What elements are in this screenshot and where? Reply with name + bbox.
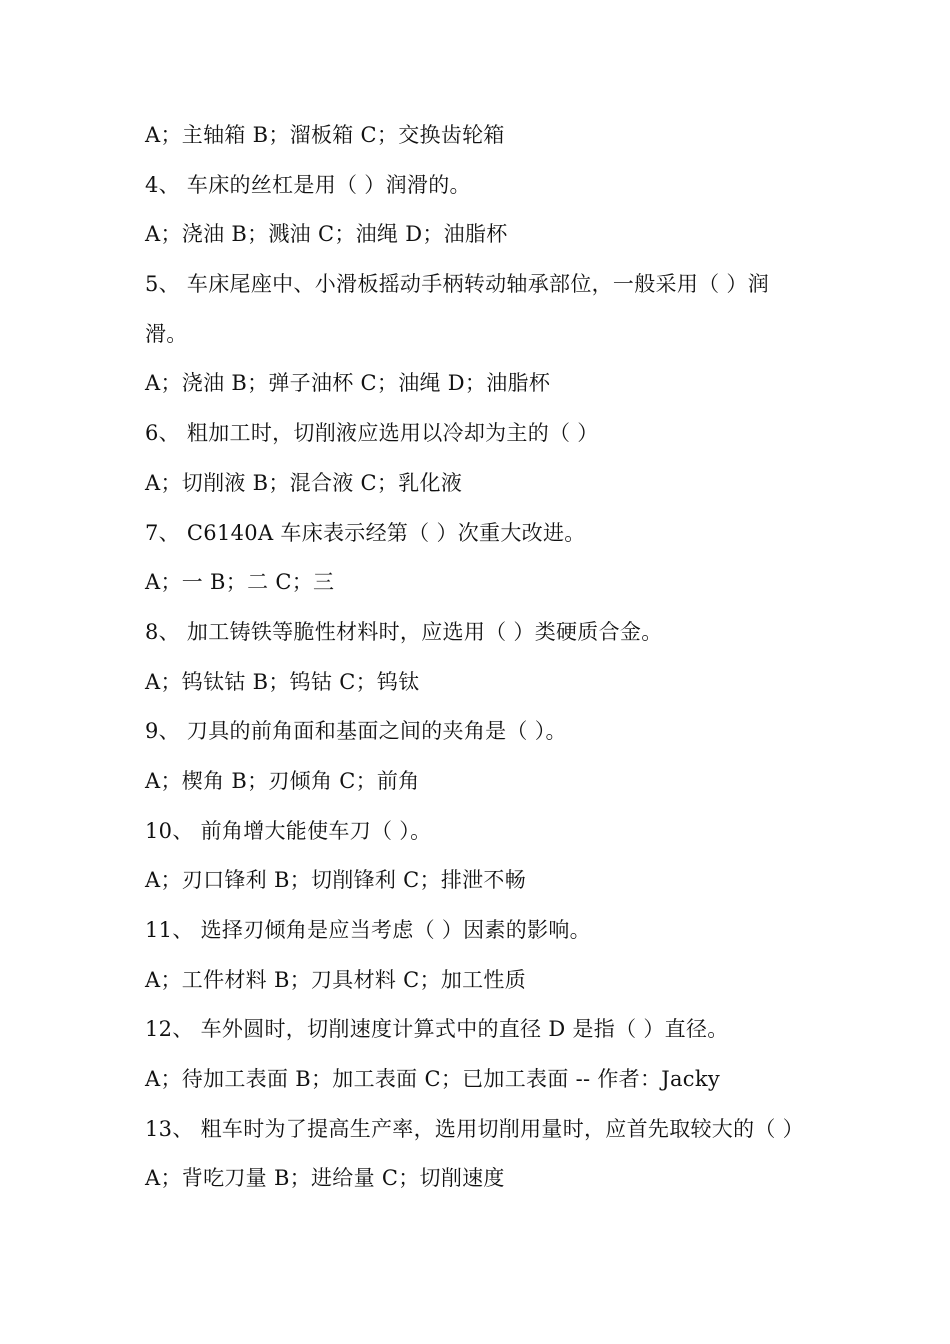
- question-line: 4、 车床的丝杠是用（ ）润滑的。: [145, 172, 471, 197]
- question-line: 13、 粗车时为了提高生产率，选用切削用量时，应首先取较大的（ ）: [145, 1116, 804, 1141]
- question-line: 8、 加工铸铁等脆性材料时，应选用（ ）类硬质合金。: [145, 619, 663, 644]
- options-line: A；浇油 B；弹子油杯 C；油绳 D；油脂杯: [145, 371, 551, 396]
- options-line: A；楔角 B；刃倾角 C；前角: [145, 768, 420, 793]
- question-line: 10、 前角增大能使车刀（ ）。: [145, 818, 432, 843]
- question-line: 6、 粗加工时，切削液应选用以冷却为主的（ ）: [145, 421, 599, 446]
- options-line: A；浇油 B；溅油 C；油绳 D；油脂杯: [145, 222, 508, 247]
- options-line: A；待加工表面 B；加工表面 C；已加工表面 -- 作者：Jacky: [145, 1067, 721, 1092]
- question-line: 12、 车外圆时，切削速度计算式中的直径 D 是指（ ）直径。: [145, 1017, 729, 1042]
- options-line: A；主轴箱 B；溜板箱 C；交换齿轮箱: [145, 123, 505, 147]
- question-line: 5、 车床尾座中、小滑板摇动手柄转动轴承部位，一般采用（ ）润: [145, 272, 770, 297]
- question-list: [145, 117, 825, 1210]
- options-line: A；切削液 B；混合液 C；乳化液: [145, 470, 463, 495]
- question-line: 7、 C6140A 车床表示经第（ ）次重大改进。: [145, 520, 586, 545]
- options-line: A；背吃刀量 B；进给量 C；切削速度: [145, 1166, 505, 1191]
- options-line: A；工件材料 B；刀具材料 C；加工性质: [145, 967, 527, 992]
- question-line: 9、 刀具的前角面和基面之间的夹角是（ ）。: [145, 719, 567, 744]
- options-line: A；一 B；二 C；三: [145, 570, 335, 595]
- question-line: 11、 选择刃倾角是应当考虑（ ）因素的影响。: [145, 918, 591, 942]
- question-line-continued: 滑。: [145, 321, 188, 346]
- options-line: A；钨钛钴 B；钨钴 C；钨钛: [145, 669, 420, 694]
- options-line: A；刃口锋利 B；切削锋利 C；排泄不畅: [145, 868, 527, 893]
